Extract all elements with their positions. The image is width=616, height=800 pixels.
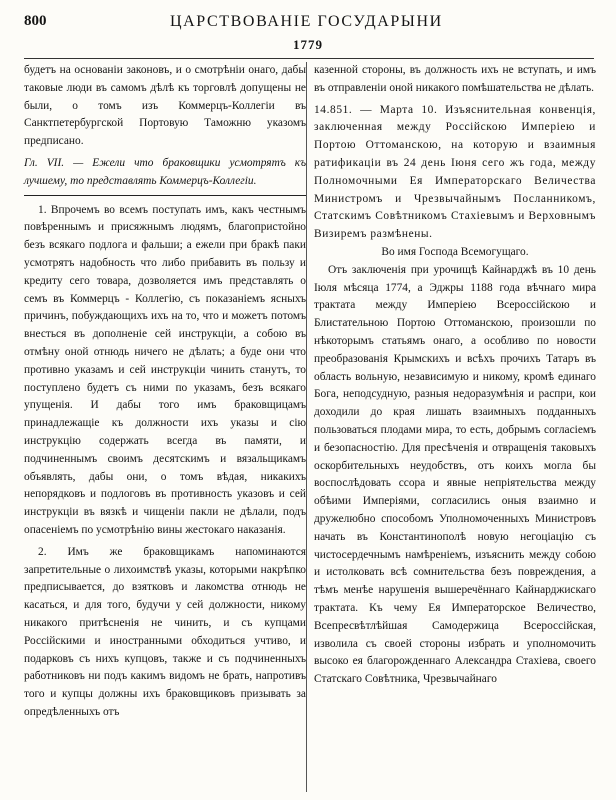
page-number: 800 <box>24 13 47 29</box>
paragraph-2: 2. Имъ же браковщикамъ напоминаются запретительные о лихоимствѣ указы, которыми накрѣпко предписывается, до взятковъ и лакомства отнюдь не касаться, и для того, будучи у сей должности, никому никакого притѣсненія не чинить, и съ купцами Россійскими и иностранными обходиться учтиво, и подарковъ съ нихъ купцовъ, также и съ подчиненныхъ работниковъ ни подъ какимъ видомъ не брать, напротивъ того и купцы должны ихъ браковщиковъ призывать за опредѣленныхъ отъ <box>24 545 306 718</box>
treaty-body: Отъ заключенія при урочищѣ Кайнарджѣ въ 10 день Іюля мѣсяца 1774, а Эджры 1188 года вѣчнаго мира трактата между Имперіею Всероссійскою и Блистательною Портою Оттоманскою, произошли по нѣкоторымъ статьямъ онаго, а особливо по новости преобразованія Крымскихъ и всѣхъ прочихъ Татаръ въ область вольную, независимую и никому, кромѣ единаго Бога, неподсудную, разныя недоразумѣнія и распри, кои доходили до края лишать взаимныхъ подданныхъ пользоваться плодами мира, то есть, добрымъ согласіемъ и безопасностію. Для пресѣченія и отвращенія таковыхъ оскорбительныхъ неудобствъ, отъ коихъ могла бы воспослѣдовать ссора и явные непріятельства между обѣими Имперіями, согласились оныя взаимно и дружелюбно способомъ Уполномоченныхъ Министровъ начать въ Константинополѣ новую негоціацію съ чистосердечнымъ намѣреніемъ, изъяснить между собою и истолковать всѣ сомнительства безъ повреждения, а тѣмъ менѣе нарушенія вышеречённаго Кайнарджискаго трактата. Къ чему Ея Императорское Величество, Всепресвѣтлѣйшая Самодержица Всероссійская, изволила съ своей стороны избрать и уполномочить высоко ея благорожденнаго Александра Стахіева, своего Статскаго Совѣтника, Чрезвычайнаго <box>314 263 596 686</box>
left-continuation-text: будетъ на основаніи законовъ, и о смотрѣніи онаго, дабы таковые люди въ самомъ дѣлѣ къ торговлѣ допущены не были, о томъ изъ Коммерцъ-Коллегіи въ Санктпетербургской Портовую Таможню указомъ предписано. <box>24 64 306 148</box>
running-title: ЦАРСТВОВАНІЕ ГОСУДАРЫНИ <box>170 13 443 30</box>
year-heading: 1779 <box>293 37 323 52</box>
left-column <box>24 62 306 722</box>
paragraph-1: 1. Впрочемъ во всемъ поступать имъ, какъ честнымъ повѣреннымъ и присяжнымъ людямъ, благопристойно безъ всякаго подлога и фальши; а ежели при бракѣ паки усмотрятъ надобность что либо прибавить въ пользу и кредиту сего товара, дозволяется имъ представлять о семъ въ Коммерцъ - Коллегію, съ показаніемъ ясныхъ причинъ, побуждающихъ ихъ на то, что и можетъ потомъ внесться въ дополненіе сей инструкціи, а собою въ отмѣну оной отнюдь ничего не дѣлать; а буде они что противно указамъ и сей инструкціи чинить станутъ, то поступлено будетъ съ ними по указамъ, безъ всякаго упущенія. И дабы того имъ браковщицамъ принадлежащіе къ должности ихъ указы и сію инструкцію содержать всегда въ памяти, и подчиненнымъ своимъ десятскимъ и вязальщикамъ объявлять, дабы они, о томъ вѣдая, никакихъ непорядковъ и подлоговъ въ противность указовъ и сей инструкціи въ вязкѣ и чищеніи пакли не дѣлали, подъ опасеніемъ по усмотрѣнію вины жестокаго наказанія. <box>24 203 306 536</box>
header-rule <box>24 58 594 59</box>
chapter-heading: Гл. VII. — Ежели что браковщики усмотрятъ къ лучшему, то представлять Коммерцъ-Коллегіи. <box>24 155 306 196</box>
right-column <box>314 62 596 689</box>
invocation: Во имя Господа Всемогущаго. <box>381 245 529 258</box>
entry-heading: 14.851. — Марта 10. Изъяснительная конвенція, заключенная между Россійскою Имперіею и Портою Оттоманскою, на которую и взаимныя ратификаціи въ 24 день Іюня сего жъ года, между Полномочными Ея Императорскаго Величества Министромъ и Чрезвычайнымъ Посланникомъ, Статскимъ Совѣтникомъ Стахіевымъ и Верховнымъ Визиремъ размѣнены. <box>314 103 596 241</box>
right-continuation-text: казенной стороны, въ должность ихъ не вступать, и имъ въ отправленіи оной никакого помѣшательства не дѣлать. <box>314 64 596 94</box>
column-divider <box>306 62 307 792</box>
